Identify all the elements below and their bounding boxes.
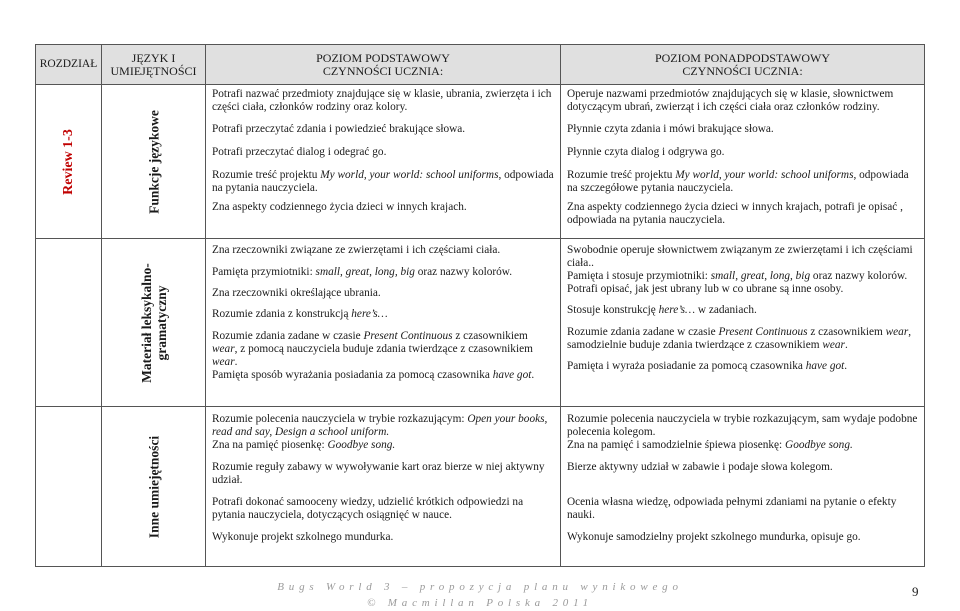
item-basic: Zna rzeczowniki związane ze zwierzętami i ich częściami ciała. (212, 244, 501, 256)
header-ponadpodstawowy (561, 45, 925, 85)
page-number: 9 (912, 584, 919, 599)
basic-items-material (206, 239, 561, 407)
item-basic: Rozumie zdania zadane w czasie Present Continuous z czasownikiem wear, z pomocą nauczyciela buduje zdania twierdzące z czasownikiem wear. (212, 330, 533, 368)
advanced-items-material (561, 239, 925, 407)
item-advanced: Ocenia własna wiedzę, odpowiada pełnymi zdaniami na pytanie o efekty nauki. (567, 496, 897, 521)
advanced-items-inne (561, 407, 925, 567)
item-advanced: Wykonuje samodzielny projekt szkolnego mundurka, opisuje go. (567, 531, 861, 543)
item-basic: Pamięta przymiotniki: small, great, long, big oraz nazwy kolorów. (212, 266, 513, 278)
item-advanced: Płynnie czyta zdania i mówi brakujące słowa. (567, 123, 774, 135)
header-jezyk (102, 45, 206, 85)
basic-items-inne (206, 407, 561, 567)
item-advanced: Rozumie zdania zadane w czasie Present Continuous z czasownikiem wear, samodzielnie buduje zdania twierdzące z czasownikiem wear. (567, 326, 912, 351)
item-advanced: Potrafi opisać, jak jest ubrany lub w co ubrane są inne osoby. (567, 283, 844, 295)
header-ponadpodstawowy-line2: CZYNNOŚCI UCZNIA: (682, 63, 803, 78)
item-basic: Zna aspekty codziennego życia dzieci w innych krajach. (212, 201, 467, 213)
item-basic: Rozumie polecenia nauczyciela w trybie rozkazującym: Open your books, read and say, Design a school uniform. (212, 413, 548, 438)
item-advanced: Pamięta i stosuje przymiotniki: small, great, long, big oraz nazwy kolorów. (567, 270, 908, 282)
section-row-inne (36, 407, 925, 567)
footer-copyright: © Macmillan Polska 2011 (367, 597, 593, 609)
section-label-material-line2: gramatyczny (153, 285, 169, 360)
item-advanced: Płynnie czyta dialog i odgrywa go. (567, 146, 725, 158)
item-basic: Wykonuje projekt szkolnego mundurka. (212, 531, 394, 543)
section-label-funkcje: Funkcje językowe (146, 109, 161, 214)
item-advanced: Bierze aktywny udział w zabawie i podaje słowa kolegom. (567, 461, 833, 473)
item-basic: Rozumie zdania z konstrukcją here’s… (212, 308, 388, 320)
syllabus-table (35, 44, 925, 567)
section-label-inne: Inne umiejętności (146, 435, 161, 538)
section-row-funkcje (36, 85, 925, 239)
item-advanced: Zna aspekty codziennego życia dzieci w innych krajach, potrafi je opisać , odpowiada na pytania nauczyciela. (567, 201, 903, 226)
chapter-cell-empty (36, 407, 102, 567)
advanced-items-funkcje (561, 85, 925, 239)
item-advanced: Rozumie treść projektu My world, your world: school uniforms, odpowiada na szczegółowe pytania nauczyciela. (567, 169, 909, 194)
section-cell-inne (102, 407, 206, 567)
footer-title: Bugs World 3 – propozycja planu wynikowego (277, 581, 683, 593)
item-basic: Zna na pamięć piosenkę: Goodbye song. (212, 439, 396, 451)
section-cell-funkcje (102, 85, 206, 239)
section-label-material-line1: Materiał leksykalno- (138, 262, 154, 383)
item-basic: Zna rzeczowniki określające ubrania. (212, 287, 381, 299)
section-row-material (36, 239, 925, 407)
item-basic: Rozumie treść projektu My world, your world: school uniforms, odpowiada na pytania nauczyciela. (212, 169, 554, 194)
header-podstawowy-line2: CZYNNOŚCI UCZNIA: (322, 63, 444, 78)
item-basic: Potrafi przeczytać dialog i odegrać go. (212, 146, 387, 158)
basic-items-funkcje (206, 85, 561, 239)
section-label-material (139, 263, 169, 383)
item-advanced: Stosuje konstrukcję here’s… w zadaniach. (567, 304, 757, 316)
header-podstawowy-line1: POZIOM PODSTAWOWY (316, 50, 450, 65)
item-advanced: Swobodnie operuje słownictwem związanym ze zwierzętami i ich częściami ciała.. (567, 244, 913, 269)
chapter-label: Review 1-3 (60, 128, 76, 195)
item-basic: Potrafi dokonać samooceny wiedzy, udzielić krótkich odpowiedzi na pytania nauczyciela, dotyczących osiągnięć w nauce. (212, 496, 524, 521)
header-rozdzial: ROZDZIAŁ (36, 45, 102, 85)
item-advanced: Operuje nazwami przedmiotów znajdujących się w klasie, słownictwem dotyczącym ubrań, zwierząt i ich części ciała oraz członków rodziny. (567, 88, 894, 113)
item-basic: Potrafi przeczytać zdania i powiedzieć brakujące słowa. (212, 123, 466, 135)
item-advanced: Rozumie polecenia nauczyciela w trybie rozkazującym, sam wydaje podobne polecenia kolegom. (567, 413, 918, 438)
chapter-cell (36, 85, 102, 239)
item-basic: Pamięta sposób wyrażania posiadania za pomocą czasownika have got. (212, 369, 535, 381)
item-advanced: Zna na pamięć i samodzielnie śpiewa piosenkę: Goodbye song. (567, 439, 853, 451)
header-jezyk-line1: JĘZYK I (131, 50, 176, 65)
header-row (36, 45, 925, 85)
header-jezyk-line2: UMIEJĘTNOŚCI (110, 63, 197, 78)
header-ponadpodstawowy-line1: POZIOM PONADPODSTAWOWY (654, 50, 831, 65)
chapter-cell-empty (36, 239, 102, 407)
header-podstawowy (206, 45, 561, 85)
section-cell-material (102, 239, 206, 407)
item-basic: Potrafi nazwać przedmioty znajdujące się w klasie, ubrania, zwierzęta i ich części ciała, członków rodziny oraz kolory. (212, 88, 552, 113)
item-advanced: Pamięta i wyraża posiadanie za pomocą czasownika have got. (567, 360, 848, 372)
item-basic: Rozumie reguły zabawy w wywoływanie kart oraz bierze w niej aktywny udział. (212, 461, 545, 486)
